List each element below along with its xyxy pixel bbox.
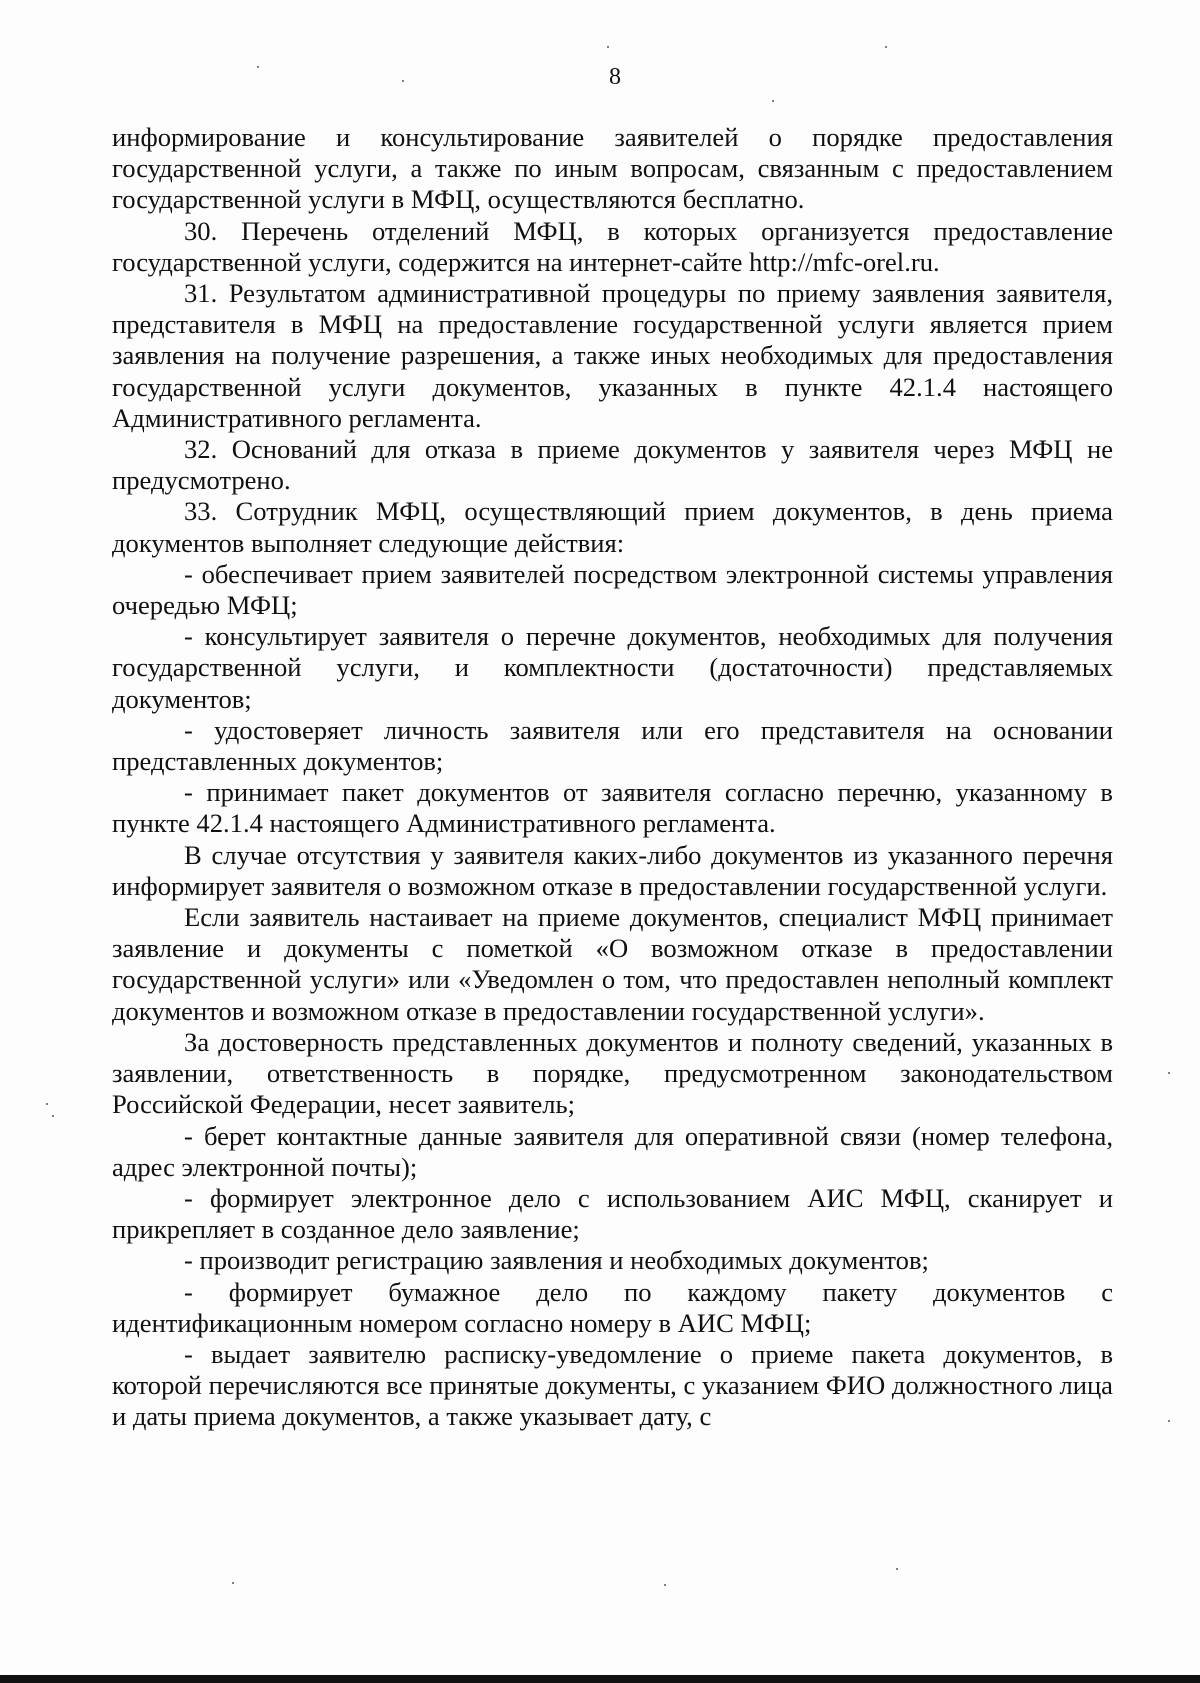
list-item-paper-case: - формирует бумажное дело по каждому пакету документов с идентификационным номером согласно номеру в АИС МФЦ; [112,1276,1113,1338]
document-body [112,122,1113,1433]
paragraph-item-31: 31. Результатом административной процедуры по приему заявления заявителя, представителя в МФЦ на предоставление государственной услуги является прием заявления на получение разрешения, а также иных необходимых для предоставления государственной услуги документов, указанных в пункте 42.1.4 настоящего Административного регламента. [112,278,1113,433]
list-item-queue: - обеспечивает прием заявителей посредством электронной системы управления очередью МФЦ; [112,558,1113,621]
scan-speck [257,66,259,68]
list-item-accept-package: - принимает пакет документов от заявителя согласно перечню, указанному в пункте 42.1.4 настоящего Административного регламента. [112,777,1113,839]
scan-speck [1168,1420,1170,1422]
paragraph-continuation: информирование и консультирование заявителей о порядке предоставления государственной услуги, а также по иным вопросам, связанным с предоставлением государственной услуги в МФЦ, осуществляются бесплатно. [112,122,1113,215]
list-item-electronic-case: - формирует электронное дело с использованием АИС МФЦ, сканирует и прикрепляет в созданное дело заявление; [112,1182,1113,1245]
scan-speck [232,1582,234,1584]
scan-speck [46,1103,48,1105]
scan-speck [1168,1072,1170,1074]
page-number: 8 [609,64,621,90]
scan-speck [772,100,774,102]
paragraph-missing-docs: В случае отсутствия у заявителя каких-либо документов из указанного перечня информирует заявителя о возможном отказе в предоставлении государственной услуги. [112,839,1113,901]
list-item-identity: - удостоверяет личность заявителя или его представителя на основании представленных документов; [112,714,1113,777]
scan-speck [896,1568,898,1570]
scan-speck [607,46,609,48]
scan-speck [52,1115,54,1117]
list-item-consult: - консультирует заявителя о перечне документов, необходимых для получения государственной услуги, и комплектности (достаточности) представляемых документов; [112,621,1113,714]
scan-speck [664,1584,666,1586]
paragraph-responsibility: За достоверность представленных документов и полноту сведений, указанных в заявлении, ответственность в порядке, предусмотренном законодательством Российской Федерации, несет заявитель; [112,1026,1113,1120]
scan-edge [0,1675,1200,1683]
list-item-registration: - производит регистрацию заявления и необходимых документов; [184,1245,929,1276]
scan-speck [402,80,404,82]
paragraph-item-32: 32. Оснований для отказа в приеме документов у заявителя через МФЦ не предусмотрено. [112,434,1113,496]
list-item-contacts: - берет контактные данные заявителя для оперативной связи (номер телефона, адрес электронной почты); [112,1120,1113,1182]
paragraph-item-33: 33. Сотрудник МФЦ, осуществляющий прием документов, в день приема документов выполняет следующие действия: [112,496,1113,558]
paragraph-insists: Если заявитель настаивает на приеме документов, специалист МФЦ принимает заявление и документы с пометкой «О возможном отказе в предоставлении государственной услуги» или «Уведомлен о том, что предоставлен неполный комплект документов и возможном отказе в предоставлении государственной услуги». [112,902,1113,1026]
list-item-receipt: - выдает заявителю расписку-уведомление о приеме пакета документов, в которой перечисляются все принятые документы, с указанием ФИО должностного лица и даты приема документов, а также указывает дату, с [112,1338,1113,1432]
paragraph-item-30: 30. Перечень отделений МФЦ, в которых организуется предоставление государственной услуги, содержится на интернет-сайте http://mfc-orel.ru. [112,215,1113,277]
scan-speck [885,46,887,48]
